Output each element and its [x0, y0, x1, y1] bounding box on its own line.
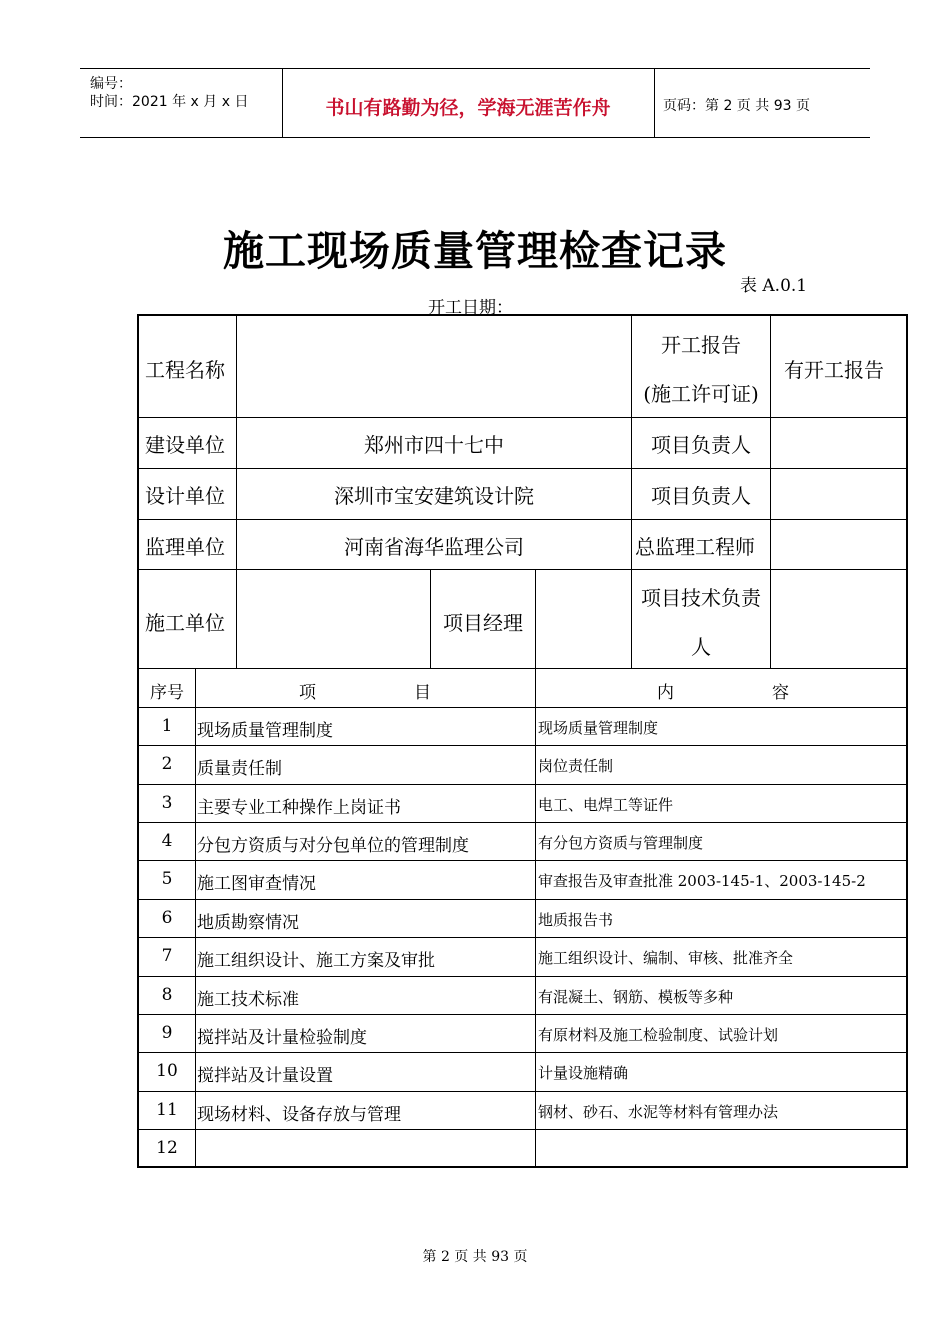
column-header-item-b: 目	[414, 683, 431, 703]
row-content: 地质报告书	[538, 911, 614, 929]
row-number: 3	[161, 793, 173, 813]
row-number: 12	[156, 1138, 178, 1158]
row-content: 有混凝土、钢筋、模板等多种	[538, 988, 734, 1006]
row-item: 施工组织设计、施工方案及审批	[197, 951, 435, 971]
document-time-label: 时间：2021 年 x 月 x 日	[90, 94, 249, 110]
row-item: 现场质量管理制度	[197, 721, 333, 741]
row-content: 计量设施精确	[538, 1064, 629, 1082]
row-content: 施工组织设计、编制、审核、批准齐全	[538, 949, 794, 967]
row-divider	[139, 899, 906, 900]
header-motto-cell	[282, 69, 655, 137]
row-item: 质量责任制	[197, 759, 282, 779]
row-item: 主要专业工种操作上岗证书	[197, 798, 401, 818]
row-divider	[139, 822, 906, 823]
row-content: 电工、电焊工等证件	[538, 796, 674, 814]
supervisor-label: 监理单位	[145, 535, 225, 559]
designer-pm-label: 项目负责人	[651, 484, 751, 508]
row-number: 7	[161, 946, 173, 966]
document-number-label: 编号：	[90, 76, 132, 92]
tech-lead-label-line1: 项目技术负责	[641, 586, 761, 610]
column-divider	[535, 668, 536, 1166]
column-divider	[195, 668, 196, 1166]
column-divider	[770, 316, 771, 668]
row-number: 1	[161, 716, 173, 736]
row-divider	[139, 937, 906, 938]
column-divider	[535, 569, 536, 668]
row-content: 岗位责任制	[538, 757, 614, 775]
row-divider	[139, 976, 906, 977]
chief-engineer-label: 总监理工程师	[635, 535, 755, 559]
owner-value: 郑州市四十七中	[364, 433, 504, 457]
row-content: 审查报告及审查批准 2003-145-1、2003-145-2	[538, 872, 866, 890]
row-divider	[139, 784, 906, 785]
row-content: 有分包方资质与管理制度	[538, 834, 704, 852]
row-content: 有原材料及施工检验制度、试验计划	[538, 1026, 779, 1044]
header-meta-cell	[80, 69, 283, 137]
row-divider	[139, 745, 906, 746]
row-number: 9	[161, 1023, 173, 1043]
supervisor-value: 河南省海华监理公司	[344, 535, 524, 559]
owner-pm-label: 项目负责人	[651, 433, 751, 457]
page-title: 施工现场质量管理检查记录	[223, 227, 727, 275]
row-item: 现场材料、设备存放与管理	[197, 1105, 401, 1125]
row-item: 施工图审查情况	[197, 874, 316, 894]
row-divider	[139, 468, 906, 469]
page-footer: 第 2 页 共 93 页	[422, 1249, 528, 1265]
row-divider	[139, 417, 906, 418]
inspection-record-table	[137, 314, 908, 1168]
row-number: 4	[161, 831, 173, 851]
start-report-label-line2: (施工许可证)	[643, 382, 759, 406]
row-divider	[139, 668, 906, 669]
start-report-value: 有开工报告	[784, 358, 884, 382]
header-page-info: 页码：第 2 页 共 93 页	[663, 98, 810, 114]
contractor-label: 施工单位	[145, 611, 225, 635]
designer-label: 设计单位	[145, 484, 225, 508]
owner-label: 建设单位	[145, 433, 225, 457]
row-item: 搅拌站及计量设置	[197, 1066, 333, 1086]
row-number: 2	[161, 754, 173, 774]
row-divider	[139, 707, 906, 708]
row-divider	[139, 519, 906, 520]
designer-value: 深圳市宝安建筑设计院	[334, 484, 534, 508]
tech-lead-label-line2: 人	[691, 635, 711, 659]
row-item: 分包方资质与对分包单位的管理制度	[197, 836, 469, 856]
project-name-label: 工程名称	[145, 358, 225, 382]
column-header-no: 序号	[150, 683, 184, 703]
column-header-content-b: 容	[772, 683, 789, 703]
row-divider	[139, 860, 906, 861]
page-header	[80, 68, 870, 138]
start-report-label-line1: 开工报告	[661, 333, 741, 357]
row-divider	[139, 1129, 906, 1130]
row-item: 施工技术标准	[197, 990, 299, 1010]
row-divider	[139, 1091, 906, 1092]
row-item: 地质勘察情况	[197, 913, 299, 933]
row-number: 8	[161, 985, 173, 1005]
form-number: 表 A.0.1	[740, 276, 808, 296]
row-divider	[139, 1014, 906, 1015]
start-date-label: 开工日期：	[428, 298, 513, 318]
row-number: 5	[161, 869, 173, 889]
row-content: 钢材、砂石、水泥等材料有管理办法	[538, 1103, 779, 1121]
header-page-cell	[655, 69, 870, 137]
row-content: 现场质量管理制度	[538, 719, 659, 737]
column-header-item-a: 项	[299, 683, 316, 703]
header-motto: 书山有路勤为径，学海无涯苦作舟	[325, 97, 611, 119]
row-number: 10	[156, 1061, 178, 1081]
project-manager-label: 项目经理	[443, 611, 523, 635]
row-divider	[139, 1052, 906, 1053]
row-divider	[139, 569, 906, 570]
row-number: 6	[161, 908, 173, 928]
row-number: 11	[156, 1100, 178, 1120]
column-header-content-a: 内	[657, 683, 674, 703]
row-item: 搅拌站及计量检验制度	[197, 1028, 367, 1048]
